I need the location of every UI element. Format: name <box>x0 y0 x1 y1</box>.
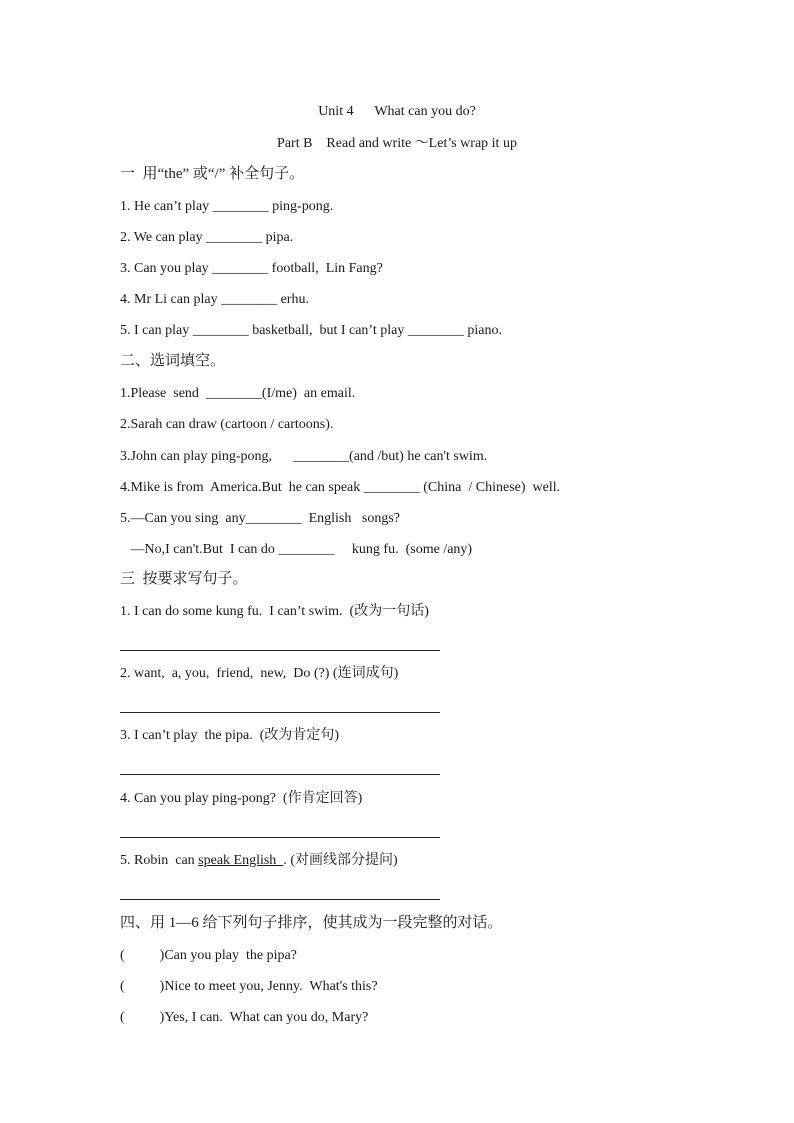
section4-item: ( )Can you play the pipa? <box>120 948 297 963</box>
section2-item: 1.Please send ________(I/me) an email. <box>120 386 356 401</box>
question-prefix: 5. Robin can <box>120 853 199 868</box>
page-subtitle: Part B Read and write ～Let’s wrap it up <box>277 136 517 151</box>
section3-question-5 <box>120 852 398 870</box>
section1-item: 3. Can you play ________ football, Lin Fang? <box>120 261 383 276</box>
page-title: Unit 4 What can you do? <box>318 104 476 119</box>
section1-item: 5. I can play ________ basketball, but I can’t play ________ piano. <box>120 323 502 338</box>
question-suffix: . (对画线部分提问) <box>283 853 398 868</box>
section3-question: 2. want, a, you, friend, new, Do (?) (连词成句) <box>120 666 399 681</box>
section2-item: 5.—Can you sing any________ English songs? <box>120 511 400 526</box>
answer-line <box>120 837 440 838</box>
section2-heading: 二、选词填空。 <box>120 353 226 369</box>
answer-line <box>120 650 440 651</box>
section1-item: 2. We can play ________ pipa. <box>120 230 294 245</box>
answer-line <box>120 712 440 713</box>
section2-item: 3.John can play ping-pong, ________(and /but) he can't swim. <box>120 449 488 464</box>
section2-item: 4.Mike is from America.But he can speak ________ (China / Chinese) well. <box>120 480 561 495</box>
section1-heading: 一 用“the” 或“/” 补全句子。 <box>120 166 305 182</box>
section1-item: 1. He can’t play ________ ping-pong. <box>120 199 334 214</box>
section3-question: 3. I can’t play the pipa. (改为肯定句) <box>120 728 340 743</box>
section4-item: ( )Yes, I can. What can you do, Mary? <box>120 1010 369 1025</box>
answer-line <box>120 774 440 775</box>
section4-item: ( )Nice to meet you, Jenny. What's this? <box>120 979 378 994</box>
section4-heading: 四、用 1—6 给下列句子排序，使其成为一段完整的对话。 <box>120 915 503 931</box>
section2-item: 2.Sarah can draw (cartoon / cartoons). <box>120 417 334 432</box>
section3-question: 1. I can do some kung fu. I can’t swim. (改为一句话) <box>120 604 429 619</box>
section3-question: 4. Can you play ping-pong? (作肯定回答) <box>120 791 363 806</box>
section2-item: —No,I can't.But I can do ________ kung fu. (some /any) <box>120 542 473 557</box>
section3-heading: 三 按要求写句子。 <box>120 571 248 587</box>
underlined-phrase: speak English <box>198 853 284 868</box>
answer-line <box>120 899 440 900</box>
section1-item: 4. Mr Li can play ________ erhu. <box>120 292 309 307</box>
